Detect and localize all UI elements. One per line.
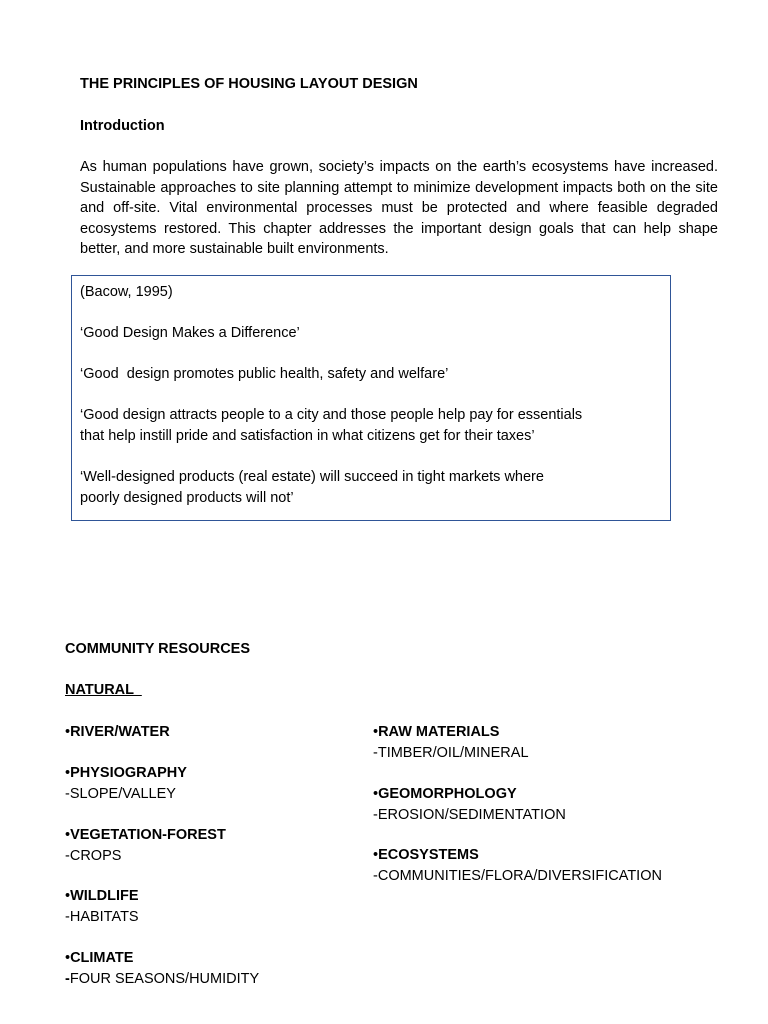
dash: - bbox=[373, 867, 378, 884]
dash: - bbox=[65, 847, 70, 864]
resource-title: WILDLIFE bbox=[70, 888, 139, 904]
resource-detail: FOUR SEASONS/HUMIDITY bbox=[69, 970, 260, 987]
bullet: • bbox=[373, 847, 379, 863]
bullet: • bbox=[373, 786, 379, 802]
quote-good-design-difference: ‘Good Design Makes a Difference’ bbox=[80, 325, 300, 341]
resource-item bbox=[65, 948, 259, 989]
document-title: THE PRINCIPLES OF HOUSING LAYOUT DESIGN bbox=[80, 76, 418, 92]
resource-title: RIVER/WATER bbox=[70, 724, 170, 740]
resource-item bbox=[65, 763, 187, 804]
resource-item bbox=[373, 784, 566, 825]
bullet: • bbox=[65, 827, 71, 843]
quote-products-line2: poorly designed products will not’ bbox=[80, 490, 294, 506]
resource-item bbox=[65, 825, 226, 866]
resource-item bbox=[65, 722, 170, 743]
quote-citation: (Bacow, 1995) bbox=[80, 284, 173, 300]
dash: - bbox=[65, 908, 70, 925]
bullet: • bbox=[65, 950, 71, 966]
resource-title: RAW MATERIALS bbox=[378, 724, 500, 740]
resource-title: CLIMATE bbox=[70, 950, 134, 966]
quote-box bbox=[71, 275, 671, 521]
resource-title: PHYSIOGRAPHY bbox=[70, 765, 187, 781]
dash: - bbox=[373, 806, 378, 823]
natural-heading: NATURAL bbox=[65, 682, 142, 698]
resource-detail: CROPS bbox=[69, 847, 122, 864]
resource-title: ECOSYSTEMS bbox=[378, 847, 479, 863]
resource-item bbox=[65, 886, 139, 927]
quote-public-health: ‘Good design promotes public health, safety and welfare’ bbox=[80, 366, 449, 382]
resource-title: GEOMORPHOLOGY bbox=[378, 786, 517, 802]
resource-item bbox=[373, 845, 662, 886]
resource-title: VEGETATION-FOREST bbox=[70, 827, 226, 843]
intro-heading: Introduction bbox=[80, 118, 165, 134]
bullet: • bbox=[373, 724, 379, 740]
quote-products-line1: ‘Well-designed products (real estate) will succeed in tight markets where bbox=[80, 469, 544, 485]
dash: - bbox=[65, 970, 70, 987]
resource-detail: SLOPE/VALLEY bbox=[69, 785, 176, 802]
dash: - bbox=[373, 744, 378, 761]
resource-detail: EROSION/SEDIMENTATION bbox=[377, 806, 566, 823]
bullet: • bbox=[65, 888, 71, 904]
resource-item bbox=[373, 722, 529, 763]
dash: - bbox=[65, 785, 70, 802]
quote-attracts-line2: that help instill pride and satisfaction in what citizens get for their taxes’ bbox=[80, 428, 535, 444]
resource-detail: TIMBER/OIL/MINERAL bbox=[377, 744, 529, 761]
bullet: • bbox=[65, 765, 71, 781]
bullet: • bbox=[65, 724, 71, 740]
resource-detail: COMMUNITIES/FLORA/DIVERSIFICATION bbox=[377, 867, 662, 884]
quote-attracts-line1: ‘Good design attracts people to a city and those people help pay for essentials bbox=[80, 407, 583, 423]
intro-paragraph: As human populations have grown, society’s impacts on the earth’s ecosystems have increased. Sustainable approaches to site planning attempt to minimize development impacts both on the site and off-site. Vital environmental processes must be protected and where feasible degraded ecosystems restored. This chapter addresses the important design goals that can help shape better, and more sustainable built environments. bbox=[80, 159, 718, 258]
community-resources-heading: COMMUNITY RESOURCES bbox=[65, 641, 251, 657]
resource-detail: HABITATS bbox=[69, 908, 139, 925]
